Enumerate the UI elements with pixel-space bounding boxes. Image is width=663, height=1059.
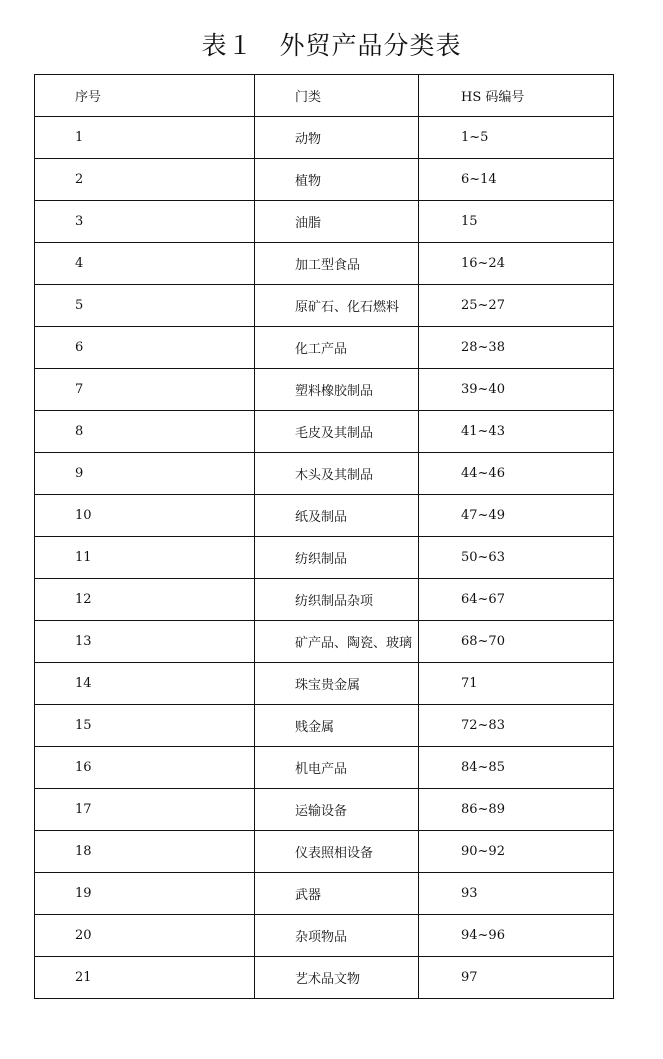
category-cell: 动物 <box>255 117 419 159</box>
serial-number-cell: 1 <box>35 117 255 159</box>
category-cell: 矿产品、陶瓷、玻璃 <box>255 621 419 663</box>
table-header-row <box>35 75 614 117</box>
table-row <box>35 705 614 747</box>
hs-code-cell: 86~89 <box>419 789 614 831</box>
serial-number-cell: 9 <box>35 453 255 495</box>
hs-code-cell: 71 <box>419 663 614 705</box>
classification-table <box>34 74 614 999</box>
hs-code-cell: 50~63 <box>419 537 614 579</box>
serial-number-cell: 8 <box>35 411 255 453</box>
category-cell: 纺织制品 <box>255 537 419 579</box>
table-row <box>35 243 614 285</box>
table-row <box>35 537 614 579</box>
table-row <box>35 411 614 453</box>
table-row <box>35 957 614 999</box>
serial-number-cell: 12 <box>35 579 255 621</box>
table-row <box>35 369 614 411</box>
serial-number-cell: 21 <box>35 957 255 999</box>
serial-number-cell: 16 <box>35 747 255 789</box>
header-serial-number: 序号 <box>35 75 255 117</box>
hs-code-cell: 1~5 <box>419 117 614 159</box>
hs-code-cell: 68~70 <box>419 621 614 663</box>
serial-number-cell: 19 <box>35 873 255 915</box>
hs-code-cell: 28~38 <box>419 327 614 369</box>
hs-code-cell: 64~67 <box>419 579 614 621</box>
category-cell: 运输设备 <box>255 789 419 831</box>
table-row <box>35 327 614 369</box>
category-cell: 化工产品 <box>255 327 419 369</box>
hs-code-cell: 90~92 <box>419 831 614 873</box>
table-row <box>35 117 614 159</box>
serial-number-cell: 20 <box>35 915 255 957</box>
hs-code-cell: 94~96 <box>419 915 614 957</box>
header-category: 门类 <box>255 75 419 117</box>
category-cell: 武器 <box>255 873 419 915</box>
category-cell: 纸及制品 <box>255 495 419 537</box>
hs-code-cell: 93 <box>419 873 614 915</box>
table-row <box>35 453 614 495</box>
table-body <box>35 117 614 999</box>
serial-number-cell: 6 <box>35 327 255 369</box>
serial-number-cell: 15 <box>35 705 255 747</box>
table-title: 表１ 外贸产品分类表 <box>201 31 462 60</box>
table-row <box>35 915 614 957</box>
hs-code-cell: 44~46 <box>419 453 614 495</box>
category-cell: 纺织制品杂项 <box>255 579 419 621</box>
table-row <box>35 159 614 201</box>
category-cell: 艺术品文物 <box>255 957 419 999</box>
serial-number-cell: 4 <box>35 243 255 285</box>
hs-code-cell: 97 <box>419 957 614 999</box>
table-row <box>35 579 614 621</box>
category-cell: 珠宝贵金属 <box>255 663 419 705</box>
category-cell: 仪表照相设备 <box>255 831 419 873</box>
hs-code-cell: 15 <box>419 201 614 243</box>
serial-number-cell: 10 <box>35 495 255 537</box>
hs-code-cell: 6~14 <box>419 159 614 201</box>
table-row <box>35 621 614 663</box>
hs-code-cell: 39~40 <box>419 369 614 411</box>
table-row <box>35 789 614 831</box>
hs-code-cell: 84~85 <box>419 747 614 789</box>
serial-number-cell: 14 <box>35 663 255 705</box>
table-row <box>35 495 614 537</box>
serial-number-cell: 3 <box>35 201 255 243</box>
table-row <box>35 663 614 705</box>
serial-number-cell: 5 <box>35 285 255 327</box>
serial-number-cell: 17 <box>35 789 255 831</box>
hs-code-cell: 16~24 <box>419 243 614 285</box>
category-cell: 原矿石、化石燃料 <box>255 285 419 327</box>
header-hs-code: HS 码编号 <box>419 75 614 117</box>
table-row <box>35 831 614 873</box>
category-cell: 毛皮及其制品 <box>255 411 419 453</box>
serial-number-cell: 7 <box>35 369 255 411</box>
serial-number-cell: 2 <box>35 159 255 201</box>
serial-number-cell: 18 <box>35 831 255 873</box>
category-cell: 塑料橡胶制品 <box>255 369 419 411</box>
table-row <box>35 747 614 789</box>
serial-number-cell: 13 <box>35 621 255 663</box>
table-row <box>35 201 614 243</box>
category-cell: 油脂 <box>255 201 419 243</box>
hs-code-cell: 72~83 <box>419 705 614 747</box>
category-cell: 机电产品 <box>255 747 419 789</box>
serial-number-cell: 11 <box>35 537 255 579</box>
table-row <box>35 873 614 915</box>
table-row <box>35 285 614 327</box>
category-cell: 贱金属 <box>255 705 419 747</box>
category-cell: 加工型食品 <box>255 243 419 285</box>
category-cell: 植物 <box>255 159 419 201</box>
hs-code-cell: 47~49 <box>419 495 614 537</box>
hs-code-cell: 25~27 <box>419 285 614 327</box>
category-cell: 木头及其制品 <box>255 453 419 495</box>
category-cell: 杂项物品 <box>255 915 419 957</box>
hs-code-cell: 41~43 <box>419 411 614 453</box>
